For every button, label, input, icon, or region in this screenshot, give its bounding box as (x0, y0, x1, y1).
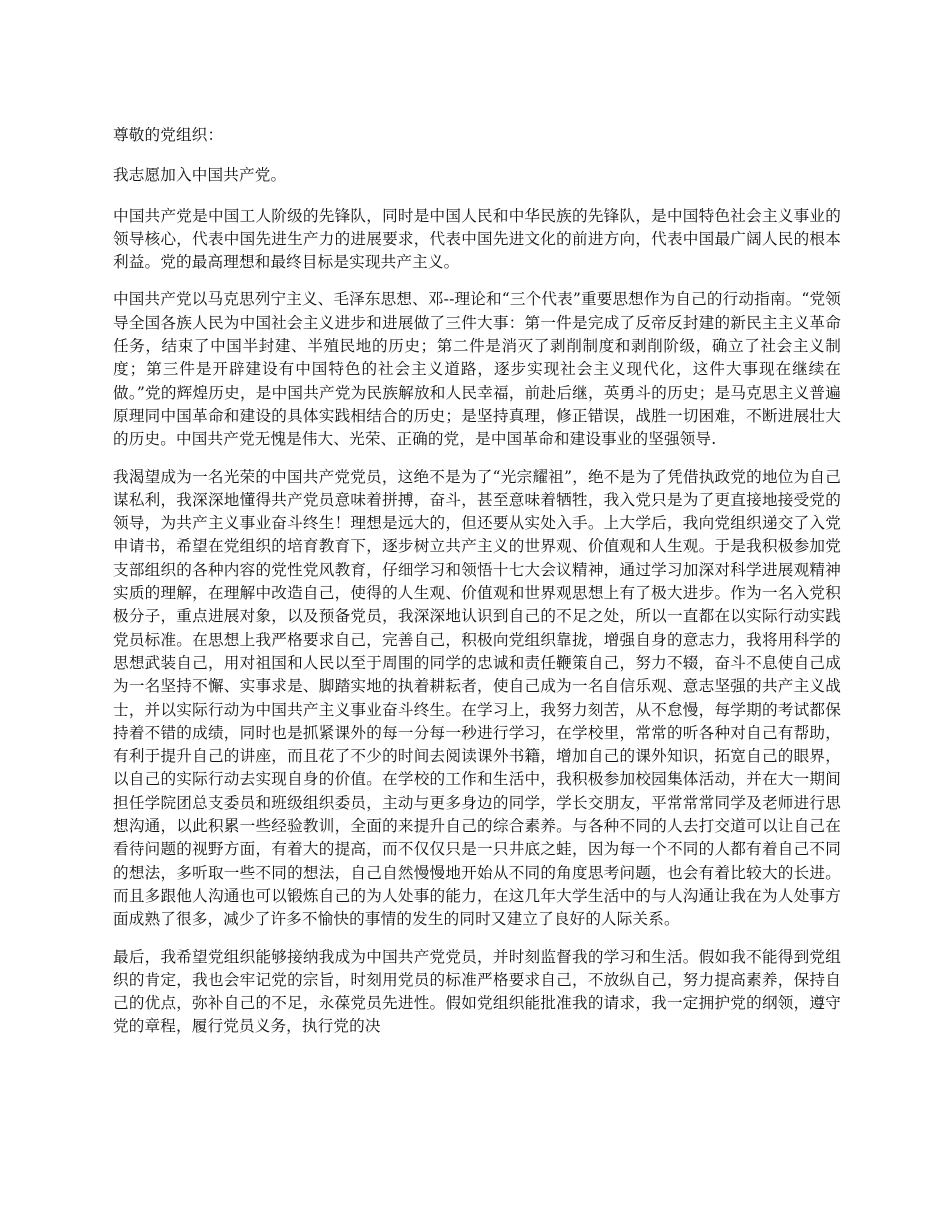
paragraph-closing: 最后，我希望党组织能够接纳我成为中国共产党党员，并时刻监督我的学习和生活。假如我不能得到党组织的肯定，我也会牢记党的宗旨，时刻用党员的标准严格要求自己，不放纵自己，努力提高素养，保持自己的优点，弥补自己的不足，永葆党员先进性。假如党组织能批准我的请求，我一定拥护党的纲领，遵守党的章程，履行党员义务，执行党的决 (113, 947, 841, 1036)
paragraph-party-nature: 中国共产党是中国工人阶级的先锋队，同时是中国人民和中华民族的先锋队，是中国特色社会主义事业的领导核心，代表中国先进生产力的进展要求，代表中国先进文化的前进方向，代表中国最广阔人民的根本利益。党的最高理想和最终目标是实现共产主义。 (113, 206, 841, 272)
letter-body (113, 124, 841, 1053)
paragraph-party-history: 中国共产党以马克思列宁主义、毛泽东思想、邓--理论和“三个代表”重要思想作为自己的行动指南。“党领导全国各族人民为中国社会主义进步和进展做了三件大事：第一件是完成了反帝反封建的新民主主义革命任务，结束了中国半封建、半殖民地的历史；第二件是消灭了剥削制度和剥削阶级，确立了社会主义制度；第三件是开辟建设有中国特色的社会主义道路，逐步实现社会主义现代化，这件大事现在继续在做。”党的辉煌历史，是中国共产党为民族解放和人民幸福，前赴后继，英勇斗的历史；是马克思主义普遍原理同中国革命和建设的具体实践相结合的历史；是坚持真理，修正错误，战胜一切困难，不断进展壮大的历史。中国共产党无愧是伟大、光荣、正确的党，是中国革命和建设事业的坚强领导. (113, 290, 841, 449)
salutation: 尊敬的党组织： (113, 126, 224, 144)
paragraph-intent: 我志愿加入中国共产党。 (113, 166, 287, 185)
paragraph-personal-motivation: 我渴望成为一名光荣的中国共产党党员，这绝不是为了“光宗耀祖”，绝不是为了凭借执政党的地位为自己谋私利，我深深地懂得共产党员意味着拼搏，奋斗，甚至意味着牺牲，我入党只是为了更直接地接受党的领导，为共产主义事业奋斗终生！理想是远大的，但还要从实处入手。上大学后，我向党组织递交了入党申请书，希望在党组织的培育教育下，逐步树立共产主义的世界观、价值观和人生观。于是我积极参加党支部组织的各种内容的党性党风教育，仔细学习和领悟十七大会议精神，通过学习加深对科学进展观精神实质的理解，在理解中改造自己，使得的人生观、价值观和世界观思想上有了极大进步。作为一名入党积极分子，重点进展对象，以及预备党员，我深深地认识到自己的不足之处，所以一直都在以实际行动实践党员标准。在思想上我严格要求自己，完善自己，积极向党组织靠拢，增强自身的意志力，我将用科学的思想武装自己，用对祖国和人民以至于周围的同学的忠诚和责任鞭策自己，努力不辍，奋斗不息使自己成为一名坚持不懈、实事求是、脚踏实地的执着耕耘者，使自己成为一名自信乐观、意志坚强的共产主义战士，并以实际行动为中国共产主义事业奋斗终生。在学习上，我努力刻苦，从不怠慢，每学期的考试都保持着不错的成绩，同时也是抓紧课外的每一分每一秒进行学习，在学校里，常常的听各种对自己有帮助，有利于提升自己的讲座，而且花了不少的时间去阅读课外书籍，增加自己的课外知识，拓宽自己的眼界，以自己的实际行动去实现自身的价值。在学校的工作和生活中，我积极参加校园集体活动，并在大一期间担任学院团总支委员和班级组织委员，主动与更多身边的同学，学长交朋友，平常常常同学及老师进行思想沟通，以此积累一些经验教训，全面的来提升自己的综合素养。与各种不同的人去打交道可以让自己在看待问题的视野方面，有着大的提高，而不仅仅只是一只井底之蛙，因为每一个不同的人都有着自己不同的想法，多听取一些不同的想法，自己自然慢慢地开始从不同的角度思考问题，也会有着比较大的长进。而且多跟他人沟通也可以锻炼自己的为人处事的能力，在这几年大学生活中的与人沟通让我在为人处事方面成熟了很多，减少了许多不愉快的事情的发生的同时又建立了良好的人际关系。 (113, 467, 841, 929)
